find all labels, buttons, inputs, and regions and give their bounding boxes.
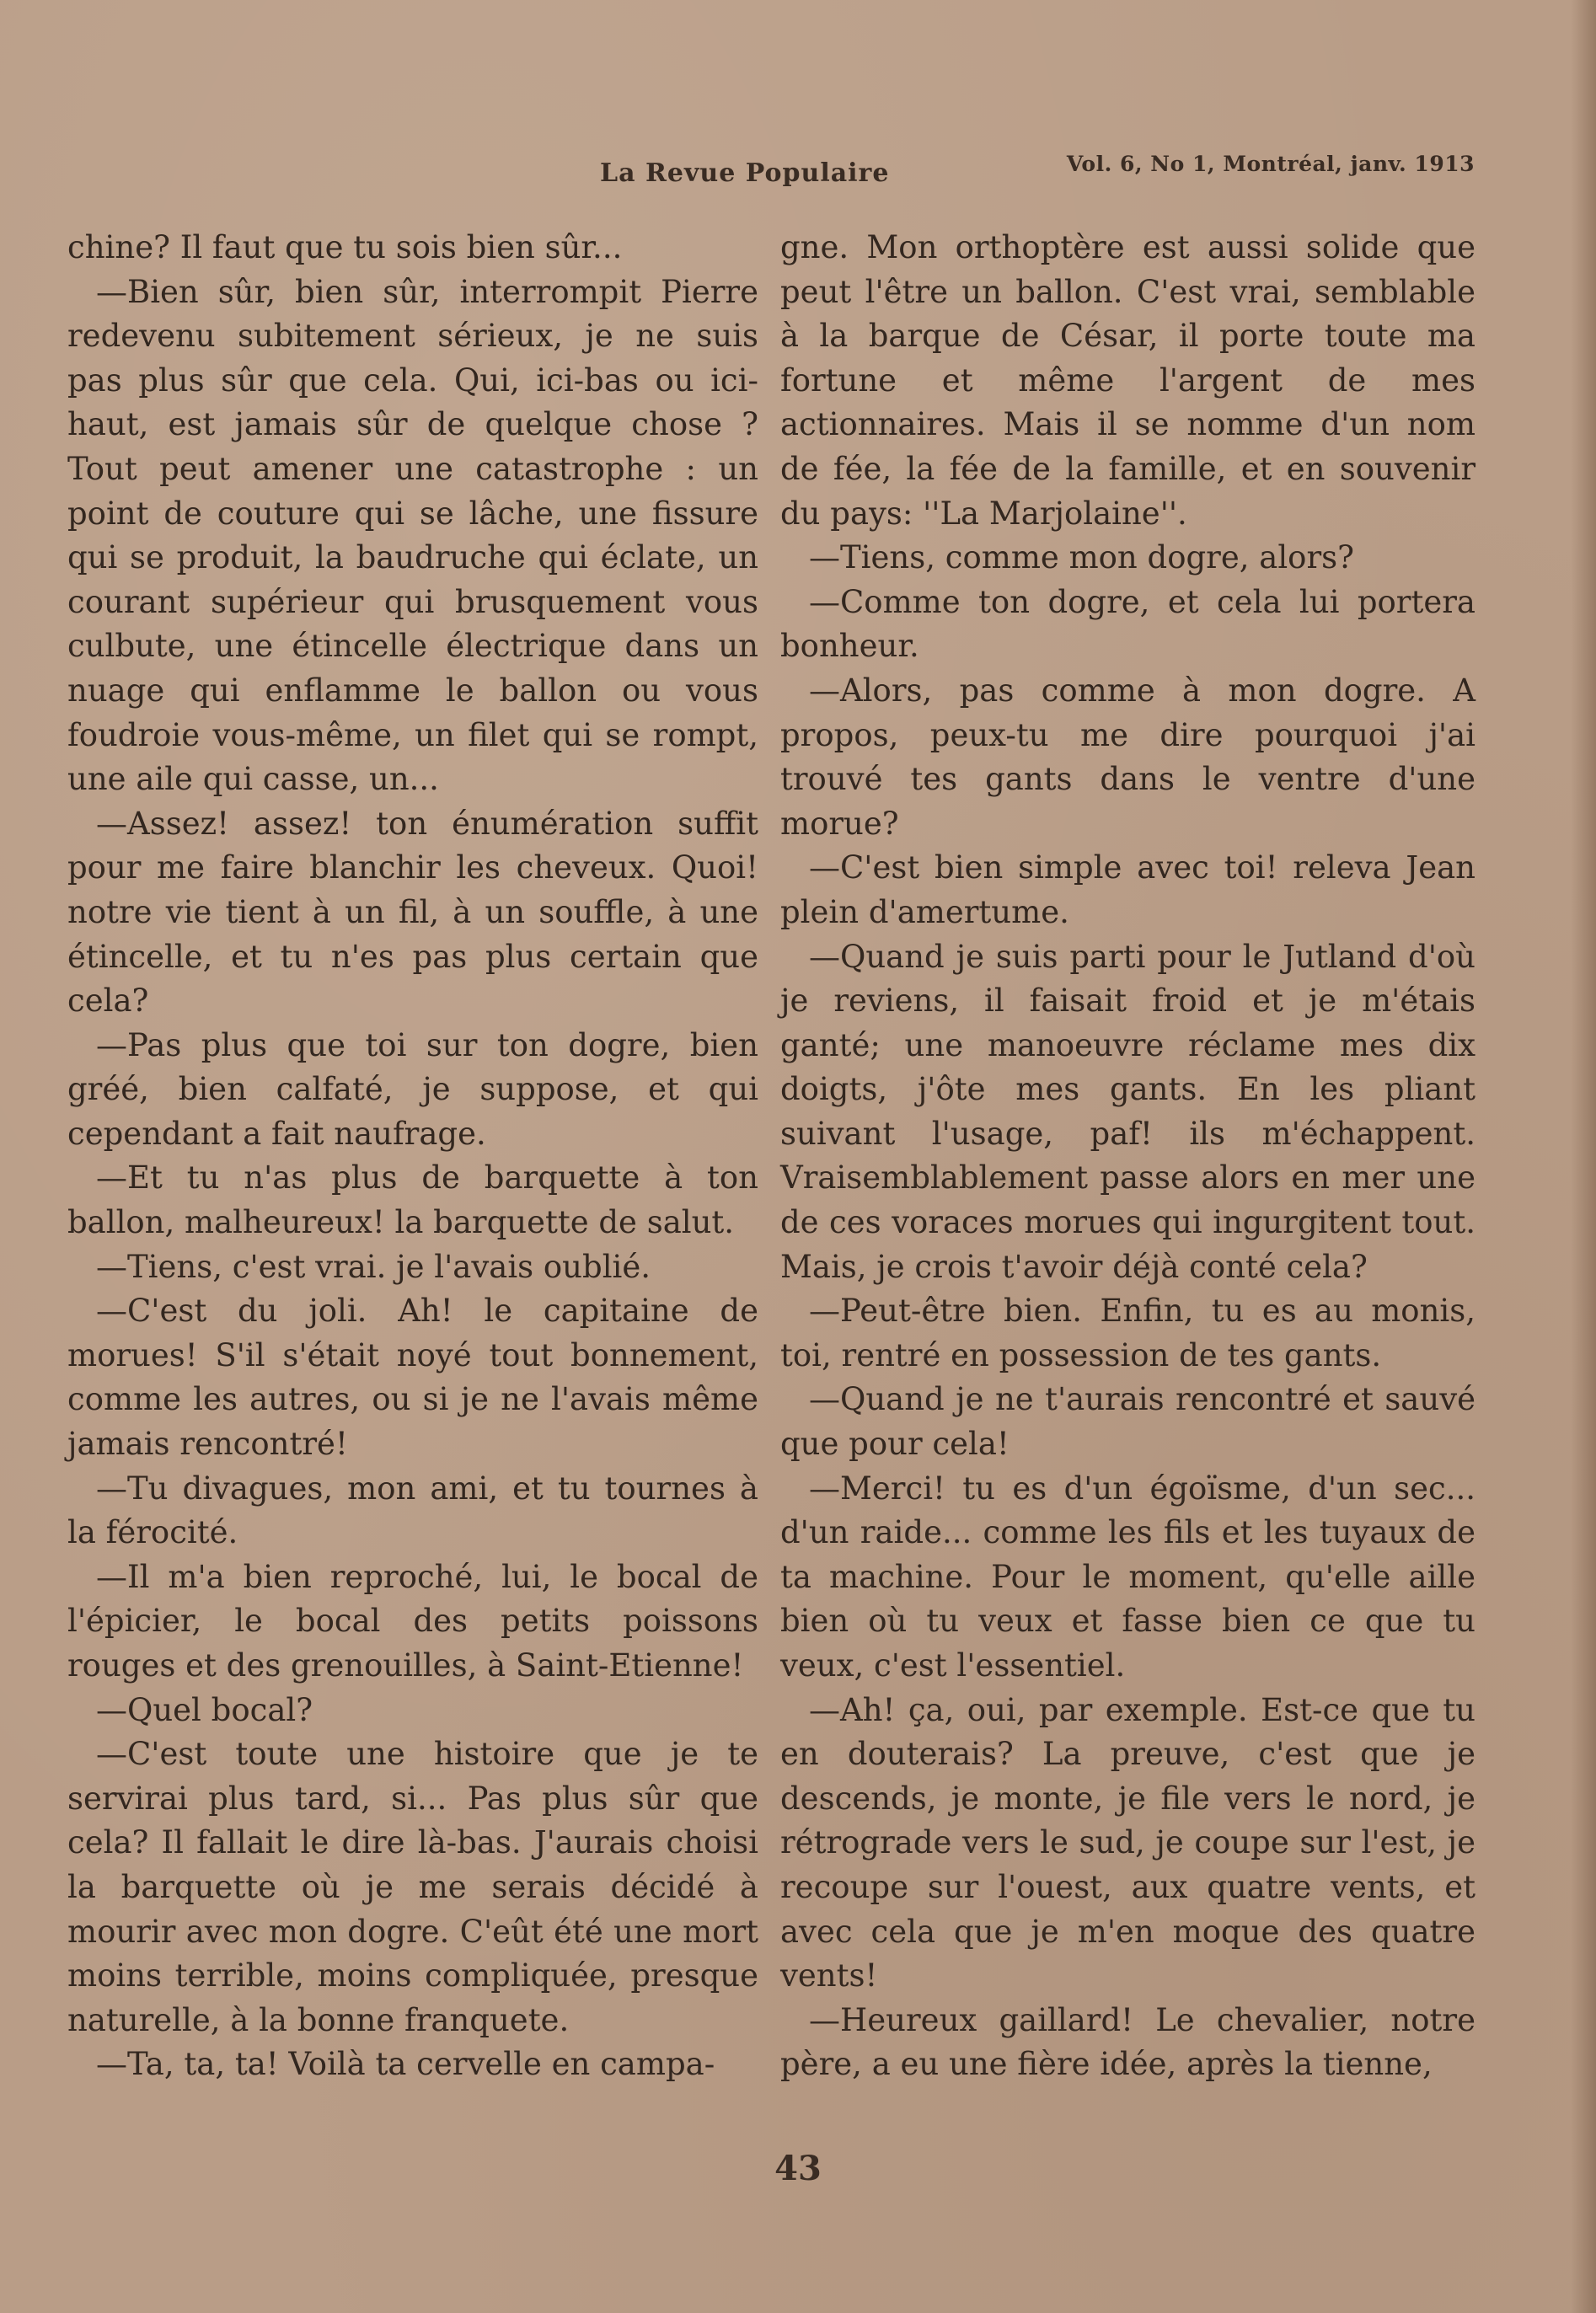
page-edge-shadow <box>1571 0 1596 2313</box>
paragraph: —Il m'a bien reproché, lui, le bocal de l'épicier, le bocal des petits poissons rouges et des grenouilles, à Saint-Etienne! <box>67 1558 758 1684</box>
paragraph: —C'est du joli. Ah! le capitaine de morues! S'il s'était noyé tout bonnement, comme les autres, ou si je ne l'avais même jamais rencontré! <box>67 1293 758 1463</box>
paragraph: —Tiens, comme mon dogre, alors? <box>809 539 1354 576</box>
paragraph: chine? Il faut que tu sois bien sûr... <box>67 229 623 265</box>
paragraph: —C'est bien simple avec toi! releva Jean plein d'amertume. <box>780 849 1475 930</box>
paragraph: —Peut-être bien. Enfin, tu es au monis, toi, rentré en possession de tes gants. <box>780 1293 1475 1373</box>
paragraph: —Quand je suis parti pour le Jutland d'où je reviens, il faisait froid et je m'étais ganté; une manoeuvre réclame mes dix doigts, j'ôte mes gants. En les pliant suivant l'usage, paf! ils m'échappent. Vraisemblablement passe alors en mer une de ces voraces morues qui ingurgitent tout. Mais, je crois t'avoir déjà conté cela? <box>780 938 1475 1285</box>
paragraph: —C'est toute une histoire que je te servirai plus tard, si... Pas plus sûr que cela? Il fallait le dire là-bas. J'aurais choisi la barquette où je me serais décidé à mourir avec mon dogre. C'eût été une mort moins terrible, moins compliquée, presque naturelle, à la bonne franquete. <box>67 1736 758 2038</box>
paragraph: —Comme ton dogre, et cela lui portera bonheur. <box>780 583 1475 665</box>
paragraph: —Et tu n'as plus de barquette à ton ballon, malheureux! la barquette de salut. <box>67 1159 758 1241</box>
paragraph: gne. Mon orthoptère est aussi solide que peut l'être un ballon. C'est vrai, semblable à la barque de César, il porte toute ma fortune et même l'argent de mes actionnaires. Mais il se nomme d'un nom de fée, la fée de la famille, et en souvenir du pays: ''La Marjolaine''. <box>780 229 1475 532</box>
paragraph: —Merci! tu es d'un égoïsme, d'un sec... d'un raide... comme les fils et les tuyaux de ta machine. Pour le moment, qu'elle aille bien où tu veux et fasse bien ce que tu veux, c'est l'essentiel. <box>780 1470 1475 1684</box>
paragraph: —Bien sûr, bien sûr, interrompit Pierre redevenu subitement sérieux, je ne suis pas plus sûr que cela. Qui, ici-bas ou ici-haut, est jamais sûr de quelque chose ? Tout peut amener une catastrophe : un point de couture qui se lâche, une fissure qui se produit, la baudruche qui éclate, un courant supérieur qui brusquement vous culbute, une étincelle électrique dans un nuage qui enflamme le ballon ou vous foudroie vous-même, un filet qui se rompt, une aile qui casse, un... <box>67 273 758 798</box>
paragraph: —Assez! assez! ton énumération suffit pour me faire blanchir les cheveux. Quoi! notre vie tient à un fil, à un souffle, à une étincelle, et tu n'es pas plus certain que cela? <box>67 805 758 1020</box>
paragraph: —Pas plus que toi sur ton dogre, bien gréé, bien calfaté, je suppose, et qui cependant a fait naufrage. <box>67 1026 758 1152</box>
page-number: 43 <box>774 2149 822 2188</box>
magazine-title: La Revue Populaire <box>600 158 890 188</box>
paragraph: —Ah! ça, oui, par exemple. Est-ce que tu en douterais? La preuve, c'est que je descends, je monte, je file vers le nord, je rétrograde vers le sud, je coupe sur l'est, je recoupe sur l'ouest, aux quatre vents, et avec cela que je m'en moque des quatre vents! <box>780 1691 1475 1994</box>
issue-info: Vol. 6, No 1, Montréal, janv. 1913 <box>1066 152 1475 176</box>
paragraph: —Ta, ta, ta! Voilà ta cervelle en campa- <box>96 2046 715 2083</box>
paragraph: —Quel bocal? <box>96 1691 313 1728</box>
left-column <box>67 226 758 2087</box>
paragraph: —Alors, pas comme à mon dogre. A propos, peux-tu me dire pourquoi j'ai trouvé tes gants dans le ventre d'une morue? <box>780 672 1475 842</box>
paragraph: —Tiens, c'est vrai. je l'avais oublié. <box>96 1248 651 1285</box>
paragraph: —Tu divagues, mon ami, et tu tournes à la férocité. <box>67 1470 758 1551</box>
right-column <box>780 226 1475 2087</box>
paragraph: —Heureux gaillard! Le chevalier, notre père, a eu une fière idée, après la tienne, <box>780 2001 1475 2083</box>
paragraph: —Quand je ne t'aurais rencontré et sauvé que pour cela! <box>780 1381 1475 1463</box>
